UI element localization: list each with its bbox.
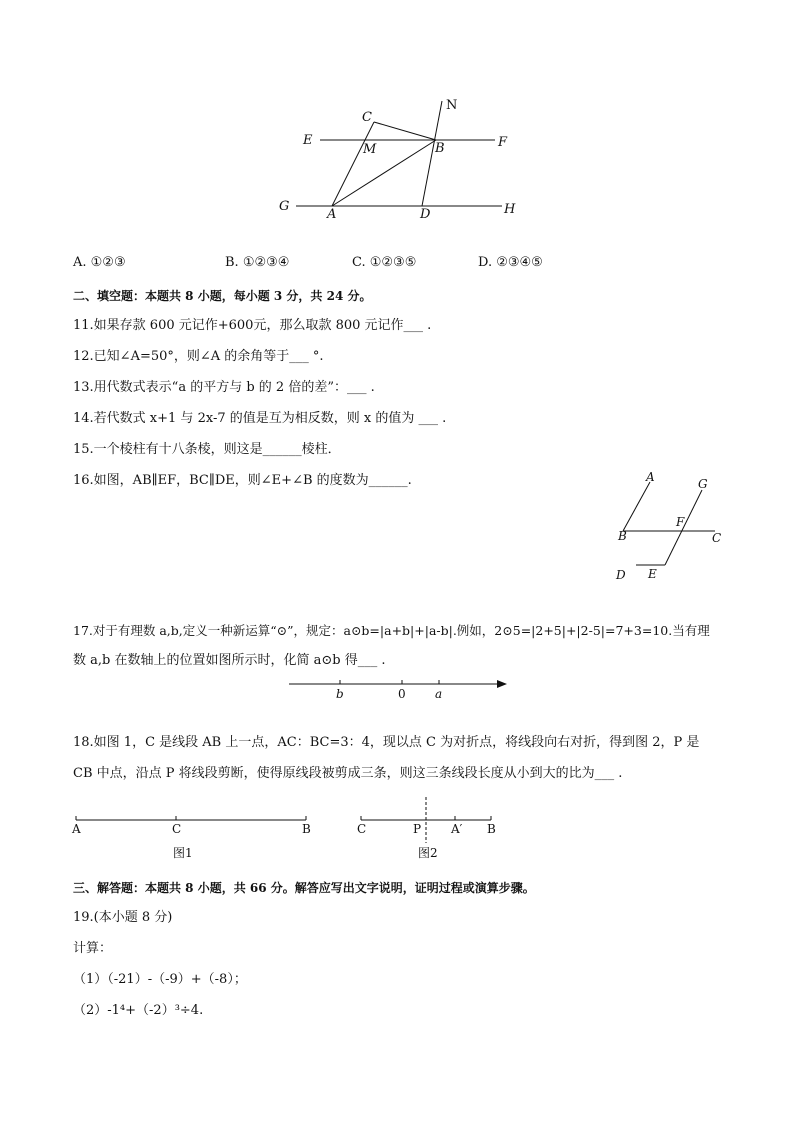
question-17-line-2: 数 a,b 在数轴上的位置如图所示时，化简 a⊙b 得___ . [73, 653, 386, 668]
question-19-part-1: （1）（-21）-（-9）+（-8）； [73, 972, 247, 987]
label-d: D [420, 207, 431, 222]
fig1-label-a: A [72, 822, 81, 836]
label-g: G [279, 199, 290, 214]
line-ac [332, 122, 374, 206]
option-d: D. ②③④⑤ [478, 255, 543, 270]
fig2-label-p: P [413, 822, 422, 836]
section-2-heading: 二、填空题：本题共 8 小题，每小题 3 分，共 24 分。 [73, 289, 372, 303]
geometry-figure-top [270, 95, 520, 225]
label-b: B [618, 529, 627, 543]
label-zero: 0 [398, 687, 406, 701]
line-ab [332, 140, 436, 206]
question-16: 16.如图，AB∥EF，BC∥DE，则∠E+∠B 的度数为______. [73, 473, 412, 488]
label-c: C [362, 110, 372, 125]
label-f: F [676, 515, 685, 529]
question-17-line-1: 17.对于有理数 a,b,定义一种新运算“⊙”，规定：a⊙b=|a+b|+|a-b|.例如，2⊙5=|2+5|+|2-5|=7+3=10.当有理 [73, 623, 710, 638]
label-f: F [498, 135, 508, 150]
label-e: E [648, 567, 657, 581]
fig1-caption: 图1 [173, 846, 193, 860]
label-a: A [646, 470, 655, 484]
fig1-label-c: C [172, 822, 182, 836]
line-cb [374, 122, 436, 140]
label-a: a [435, 687, 443, 701]
question-19-title: 19.(本小题 8 分) [73, 910, 173, 925]
option-b: B. ①②③④ [225, 255, 290, 270]
fig1-label-b: B [302, 822, 311, 836]
fig2-label-a-prime: A′ [451, 822, 463, 836]
label-b: b [336, 687, 344, 701]
question-12: 12.已知∠A=50°，则∠A 的余角等于___ °. [73, 349, 324, 364]
label-e: E [303, 133, 313, 148]
option-a: A. ①②③ [73, 255, 126, 270]
fig2-label-c: C [357, 822, 367, 836]
label-d: D [616, 568, 626, 582]
segment-figures-q18 [68, 795, 508, 865]
label-g: G [698, 477, 708, 491]
question-19-intro: 计算： [73, 941, 113, 956]
label-c: C [712, 531, 722, 545]
question-14: 14.若代数式 x+1 与 2x-7 的值是互为相反数，则 x 的值为 ___ . [73, 411, 447, 426]
question-11: 11.如果存款 600 元记作+600元，那么取款 800 元记作___ . [73, 318, 432, 333]
question-18-line-1: 18.如图 1，C 是线段 AB 上一点，AC：BC=3：4，现以点 C 为对折点，将线段向右对折，得到图 2，P 是 [73, 735, 700, 750]
question-18-line-2: CB 中点，沿点 P 将线段剪断，使得原线段被剪成三条，则这三条线段长度从小到大的比为___ . [73, 766, 623, 781]
geometry-figure-q16 [610, 468, 730, 588]
label-a: A [327, 207, 337, 222]
option-c: C. ①②③⑤ [352, 255, 417, 270]
line-ba [623, 482, 650, 531]
question-13: 13.用代数式表示“a 的平方与 b 的 2 倍的差”：___ . [73, 380, 375, 395]
label-b: B [435, 141, 445, 156]
label-m: M [363, 142, 377, 157]
question-15: 15.一个棱柱有十八条棱，则这是______棱柱． [73, 442, 341, 457]
arrow-head [497, 680, 507, 688]
fig2-label-b: B [487, 822, 496, 836]
question-19-part-2: （2）-1⁴+（-2）³÷4. [73, 1003, 204, 1018]
label-h: H [504, 202, 516, 217]
fig2-caption: 图2 [418, 846, 438, 860]
label-n: N [446, 98, 458, 113]
section-3-heading: 三、解答题：本题共 8 小题，共 66 分。解答应写出文字说明，证明过程或演算步骤。 [73, 881, 535, 895]
number-line [285, 675, 515, 705]
